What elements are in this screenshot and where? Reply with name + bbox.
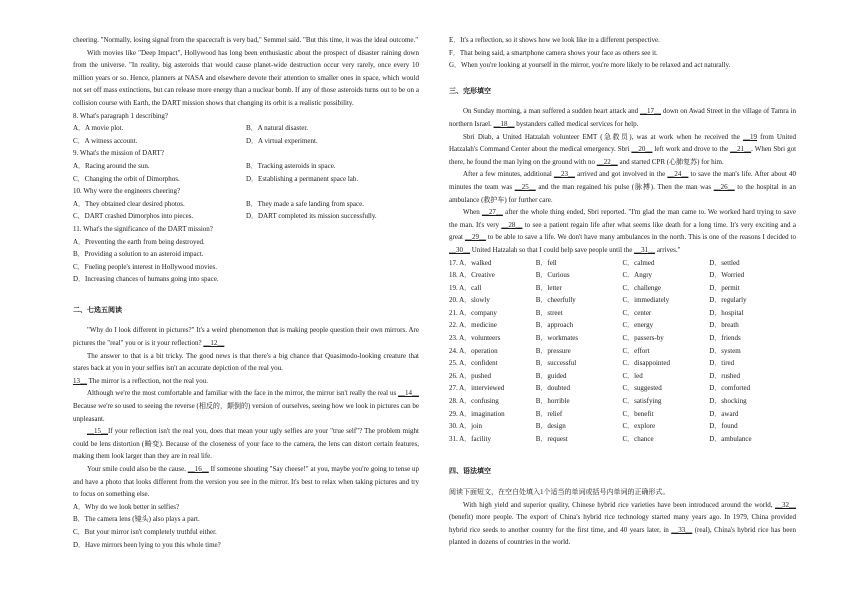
cloze-option: 25. A．confident [449, 359, 498, 368]
cloze-option: D．Worried [709, 271, 745, 280]
blank-24: __24__ [667, 170, 689, 179]
passage-paragraph: __15__If your reflection isn't the real you, does that mean your ugly selfies are your "true self"? The problem might could be lens distortion (畸变). Because of the closeness of your face to the camera, the lens can distort certain features, making them look larger than they are in real life. [73, 427, 419, 461]
cloze-option: D．found [709, 422, 738, 431]
cloze-option: 20. A．slowly [449, 296, 490, 305]
cloze-option: D．rushed [709, 371, 740, 380]
cloze-option: 31. A．facility [449, 434, 491, 443]
cloze-option: B．request [535, 434, 568, 443]
cloze-option: D．shocking [709, 397, 747, 406]
question-stem: 9. What's the mission of DART? [73, 149, 164, 158]
option-c: C．Changing the orbit of Dimorphos. [73, 174, 180, 183]
cloze-paragraph: On Sunday morning, a man suffered a sudden heart attack and __17__ down on Awad Street in the village of Tamra in northern Israel. __18__ bystanders called medical services for help. [449, 107, 796, 128]
cloze-option: C．challenge [622, 283, 661, 292]
question-stem: 10. Why were the engineers cheering? [73, 187, 181, 196]
cloze-option-row [449, 433, 796, 446]
cloze-option: D．hospital [709, 308, 744, 317]
cloze-option: 26. A．pushed [449, 371, 491, 380]
cloze-option: C．explore [622, 422, 656, 431]
option-d: D．Establishing a permanent space lab. [246, 174, 359, 183]
passage-paragraph: The answer to that is a bit tricky. The good news is that there's a big chance that Quasimodo-looking creature that stares back at you in your selfies isn't an accurate depiction of the real you. [73, 351, 419, 373]
cloze-option: C．chance [622, 434, 654, 443]
option-b: B．Tracking asteroids in space. [246, 161, 336, 170]
blank-22: __22__ [596, 157, 618, 166]
choice-g: G．When you're looking at yourself in the mirror, you're more likely to be relaxed and act naturally. [449, 61, 731, 70]
blank-33: __33__ [671, 525, 693, 534]
cloze-option: B．horrible [535, 397, 570, 406]
passage-paragraph: 13__ The mirror is a reflection, not the real you. [73, 376, 208, 385]
question-10 [73, 185, 419, 223]
cloze-option: 22. A．medicine [449, 321, 497, 330]
section-title-seven-choose-five: 二、七选五阅读 [73, 305, 122, 314]
cloze-option-row [449, 357, 796, 370]
question-stem: 11. What's the significance of the DART mission? [73, 224, 213, 233]
blank-19: __19 [743, 132, 757, 141]
cloze-option: 27. A．interviewed [449, 384, 505, 393]
cloze-option: D．settled [709, 258, 740, 267]
choice-e: E．It's a reflection, so it shows how we look like in a different perspective. [449, 36, 660, 44]
blank-12: __12__ [203, 339, 225, 348]
cloze-options [449, 257, 796, 446]
option-c: C．A witness account. [73, 136, 138, 145]
blank-14: __14__ [398, 389, 420, 398]
cloze-option: 28. A．confusing [449, 397, 499, 406]
passage-continuation: cheering. "Normally, losing signal from the spacecraft is very bad," Semmel said. "But this time, it was the ideal outcome." [73, 36, 419, 44]
question-11 [73, 223, 419, 286]
passage-paragraph-movies: With movies like "Deep Impact", Hollywood has long been enthusiastic about the prospect of disaster raining down from the universe. "In reality, big asteroids that would cause planet-wide destruction occur very rarely, once every 10 million years or so. Hence, planners at NASA and elsewhere devote their attention to smaller ones in space, which would not set off mass extinctions, but can release more energy than a nuclear bomb. If any of those asteroids turns out to be on a collision course with Earth, the DART mission shows that changing its orbit is a realistic possibility. [73, 48, 419, 107]
option-c: C．Fueling people's interest in Hollywood movies. [73, 262, 217, 271]
cloze-option: D．system [709, 346, 741, 355]
option-d: D．A virtual experiment. [246, 136, 318, 145]
grammar-paragraph: With high yield and superior quality, Chinese hybrid rice varieties have been introduced around the world, __32__ (benefit) more people. The export of China's hybrid rice technology started many years ago. In 1979, China provided hybrid rice seeds to another country for the first time, and 40 years later, in __33__ (real), China's hybrid rice has been planted in dozens of countries in the world. [449, 500, 797, 547]
cloze-option: C．led [622, 371, 643, 380]
grammar-instructions: 阅读下面短文，在空白处填入1个适当的单词或括号内单词的正确形式。 [449, 488, 670, 496]
blank-31: __31__ [634, 245, 656, 254]
cloze-option: D．friends [709, 334, 741, 343]
cloze-option: B．guided [535, 371, 567, 380]
option-d: D．Increasing chances of humans going into space. [73, 275, 219, 284]
cloze-option-row [449, 257, 796, 270]
passage-paragraph: Although we're the most comfortable and familiar with the face in the mirror, the mirror isn't really the real us __14__ Because we're so used to seeing the reverse (相反的，颠倒的) version of ourselves, seeing how we look in pictures can be unpleasant. [73, 389, 420, 423]
option-a: A．Racing around the sun. [73, 161, 150, 170]
cloze-option: B．design [535, 422, 566, 431]
cloze-option: C．benefit [622, 409, 654, 418]
blank-28: __28__ [501, 220, 523, 229]
blank-16: __16__ [187, 465, 209, 473]
blank-13: 13__ [73, 376, 87, 385]
cloze-option: D．permit [709, 283, 740, 292]
blank-23: __23__ [554, 170, 575, 179]
blank-20: __20__ [631, 145, 653, 154]
option-a: A．A movie plot. [73, 124, 124, 133]
cloze-option-row [449, 382, 796, 395]
cloze-option: B．pressure [535, 346, 571, 355]
cloze-option: D．breath [709, 321, 739, 330]
cloze-option: 17. A．walked [449, 258, 492, 267]
blank-21: __21__ [730, 145, 752, 154]
blank-15: __15__ [87, 427, 108, 436]
cloze-option-row [449, 307, 796, 320]
cloze-option-row [449, 370, 796, 383]
cloze-paragraph: Sbri Diab, a United Hatzalah volunteer EMT (急救员), was at work when he received the __19 from United Hatzalah's Command Center about the medical emergency. Sbri __20__ left work and drove to the __21__. When Sbri got there, he found the man lying on the ground with no __22__ and started CPR (心肺复苏) for him. [449, 132, 797, 166]
cloze-paragraph: When __27__ after the whole thing ended, Sbri reported. "I'm glad the man came to. We worked hard trying to save the man. It's very __28__ to see a patient regain life after what seems like death for a long time. It's very exciting and a great __29__ to be able to save a life. We don't have many ambulances in the north. This is one of the reasons I decided to __30__ United Hatzalah so that I could help save people until the __31__ arrives." [449, 208, 796, 254]
blank-18: __18__ [493, 119, 515, 128]
cloze-option: D．ambulance [709, 434, 752, 443]
option-d: D．DART completed its mission successfully. [246, 212, 377, 221]
cloze-option: B．letter [535, 283, 562, 292]
cloze-option: D．tired [709, 359, 735, 368]
option-a: A．Preventing the earth from being destroyed. [73, 237, 205, 246]
cloze-option: B．Curious [535, 271, 570, 280]
cloze-option: C．suggested [622, 384, 662, 393]
option-c: C．DART crashed Dimorphos into pieces. [73, 212, 194, 221]
cloze-option: C．satisfying [622, 397, 662, 406]
right-column [449, 34, 796, 549]
cloze-option: 24. A．operation [449, 346, 498, 355]
cloze-option: C．energy [622, 321, 654, 330]
cloze-option: C．immediately [622, 296, 670, 305]
blank-29: __29__ [464, 233, 486, 242]
option-b: B．They made a safe landing from space. [246, 199, 364, 208]
blank-32: __32__ [775, 500, 796, 509]
cloze-option: 21. A．company [449, 308, 497, 317]
question-stem: 8. What's paragraph 1 describing? [73, 111, 169, 120]
cloze-paragraph: After a few minutes, additional __23__ arrived and got involved in the __24__ to save the man's life. After about 40 minutes the team was __25__ and the man regained his pulse (脉搏). Then the man was __26__ to the hospital in an ambulance (救护车) for further care. [449, 170, 797, 204]
cloze-option: 18. A．Creative [449, 271, 495, 280]
cloze-option: B．successful [535, 359, 577, 368]
cloze-option-row [449, 319, 796, 332]
cloze-option: B．street [535, 308, 563, 317]
cloze-option: B．workmates [535, 334, 579, 343]
cloze-option-row [449, 395, 796, 408]
choice-f: F．That being said, a smartphone camera shows your face as others see it. [449, 48, 658, 57]
cloze-option-row [449, 282, 796, 295]
passage-paragraph: "Why do I look different in pictures?" It's a weird phenomenon that is making people question their own mirrors. Are pictures the "real" you or is it your reflection? __12__ [73, 326, 419, 348]
blank-17: __17__ [640, 107, 662, 116]
cloze-option: 29. A．imagination [449, 409, 505, 418]
cloze-option: C．disappointed [622, 359, 670, 368]
choice-a: A．Why do we look better in selfies? [73, 502, 180, 511]
blank-26: __26__ [713, 182, 735, 191]
cloze-option: D．regularly [709, 296, 747, 305]
blank-27: __27__ [481, 208, 503, 217]
cloze-option-row [449, 420, 796, 433]
choice-c: C．But your mirror isn't completely truthful either. [73, 527, 217, 536]
question-9 [73, 147, 419, 185]
option-a: A．They obtained clear desired photos. [73, 199, 185, 208]
cloze-option: B．approach [535, 321, 574, 330]
cloze-option: C．passers-by [622, 334, 664, 343]
cloze-option: D．award [709, 409, 739, 418]
cloze-option: C．calmed [622, 258, 655, 267]
choice-d: D．Have mirrors been lying to you this whole time? [73, 540, 221, 549]
cloze-option: B．relief [535, 409, 563, 418]
cloze-option-row [449, 294, 796, 307]
cloze-option: C．Angry [622, 271, 653, 280]
cloze-option-row [449, 269, 796, 282]
cloze-option-row [449, 408, 796, 421]
cloze-option: B．fell [535, 258, 557, 267]
cloze-option: B．cheerfully [535, 296, 576, 305]
cloze-option: C．effort [622, 346, 650, 355]
left-column [73, 34, 419, 551]
cloze-option: 19. A．call [449, 283, 482, 292]
question-8 [73, 110, 419, 148]
cloze-option-row [449, 345, 796, 358]
section-title-grammar: 四、语法填空 [449, 467, 491, 476]
choice-b: B．The camera lens (镜头) also plays a part. [73, 515, 200, 524]
option-b: B．A natural disaster. [246, 124, 309, 133]
cloze-option: 23. A．volunteers [449, 334, 501, 343]
option-b: B．Providing a solution to an asteroid impact. [73, 250, 204, 259]
passage-paragraph: Your smile could also be the cause. __16__ If someone shouting "Say cheese!" at you, maybe you're going to tense up and have a photo that looks different from the version you see in the mirror. It's best to relax when taking pictures and try to focus on something else. [73, 465, 419, 499]
cloze-option: C．center [622, 308, 652, 317]
cloze-option: 30. A．join [449, 422, 483, 431]
section-title-cloze: 三、完形填空 [449, 86, 491, 95]
cloze-option: B．doubted [535, 384, 570, 393]
cloze-option: D．comforted [709, 384, 751, 393]
cloze-option-row [449, 332, 796, 345]
blank-30: __30__ [449, 245, 470, 254]
blank-25: __25__ [514, 182, 536, 191]
